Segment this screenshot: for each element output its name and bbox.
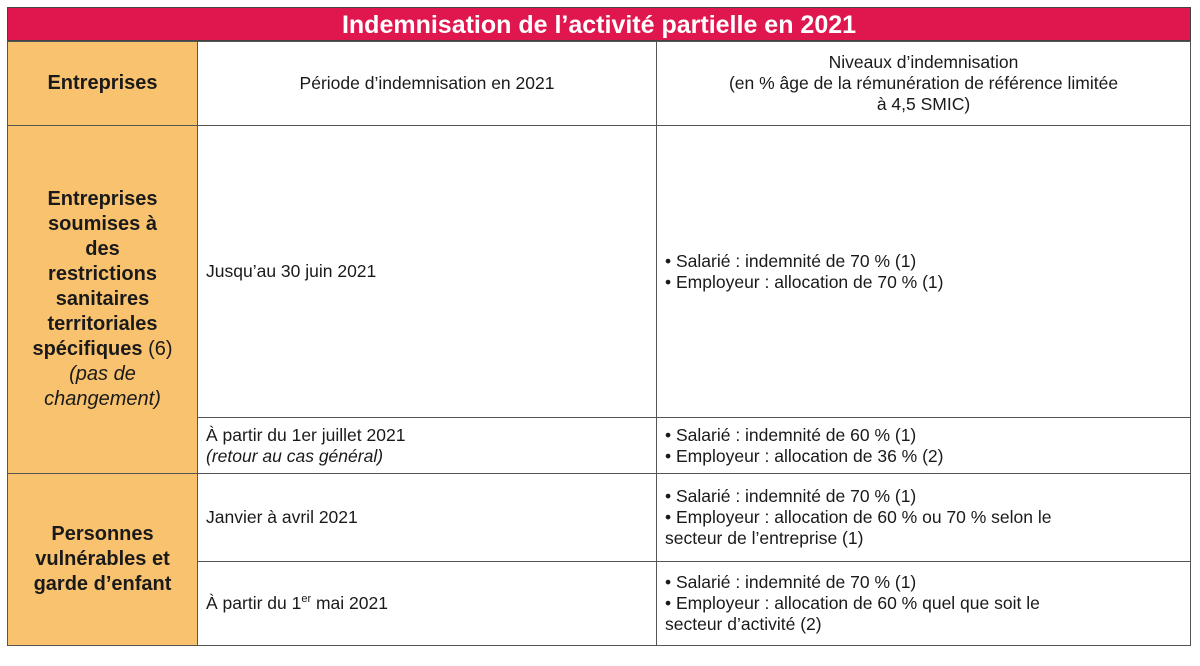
header-niveaux-line1: Niveaux d’indemnisation	[828, 52, 1019, 72]
table-title: Indemnisation de l’activité partielle en 2021	[7, 7, 1191, 41]
header-niveaux-line3: à 4,5 SMIC)	[876, 94, 971, 114]
group1-label	[8, 126, 198, 474]
group1-row2-levels	[657, 418, 1191, 474]
header-periode: Période d’indemnisation en 2021	[198, 42, 657, 126]
group1-row2-period	[198, 418, 657, 474]
period-note: (retour au cas général)	[206, 445, 384, 466]
bullet-item: • Salarié : indemnité de 70 % (1)	[665, 250, 917, 271]
group1-label-line: sanitaires	[55, 288, 150, 310]
group1-row1-period: Jusqu’au 30 juin 2021	[198, 126, 657, 418]
bullet-item: • Salarié : indemnité de 60 % (1)	[665, 424, 917, 445]
group1-label-line-specifiques	[8, 337, 197, 362]
group1-row1-levels	[657, 126, 1191, 418]
period-pre: À partir du 1	[206, 593, 302, 613]
bullet-item: • Employeur : allocation de 60 % ou 70 % selon le	[665, 507, 1052, 527]
header-entreprises: Entreprises	[8, 42, 198, 126]
header-niveaux	[657, 42, 1191, 126]
group1-label-note: (6)	[142, 338, 173, 360]
group1-label-italic: (pas de	[69, 363, 136, 385]
indemnisation-table-wrapper	[7, 7, 1191, 646]
table-row	[8, 126, 1191, 418]
period-sup: er	[301, 593, 312, 606]
bullet-item: secteur de l’entreprise (1)	[665, 528, 864, 548]
indemnisation-table	[7, 41, 1191, 646]
group1-label-line: des	[85, 238, 120, 260]
group2-row1-levels	[657, 474, 1191, 562]
group1-label-line: territoriales	[47, 313, 158, 335]
group1-label-line: soumises à	[48, 213, 157, 235]
table-row	[8, 474, 1191, 562]
bullet-item: • Employeur : allocation de 36 % (2)	[665, 445, 944, 466]
group1-label-specifiques: spécifiques	[32, 338, 143, 360]
group2-label	[8, 474, 198, 646]
group1-label-italic: changement)	[44, 388, 161, 410]
group2-label-line: Personnes	[51, 523, 154, 545]
bullet-item: • Salarié : indemnité de 70 % (1)	[665, 486, 917, 506]
period-text: À partir du 1er juillet 2021	[206, 424, 406, 445]
group1-label-line: Entreprises	[47, 188, 158, 210]
group2-label-line: garde d’enfant	[33, 573, 172, 595]
bullet-item: • Employeur : allocation de 70 % (1)	[665, 271, 944, 292]
group2-label-line: vulnérables et	[35, 548, 170, 570]
bullet-item: • Salarié : indemnité de 70 % (1)	[665, 572, 917, 592]
bullet-item: • Employeur : allocation de 60 % quel que soit le	[665, 593, 1040, 613]
group2-row2-levels	[657, 562, 1191, 646]
group2-row2-period	[198, 562, 657, 646]
header-row	[8, 42, 1191, 126]
group1-label-line: restrictions	[48, 263, 157, 285]
period-post: mai 2021	[311, 593, 388, 613]
header-niveaux-line2: (en % âge de la rémunération de référence limitée	[728, 73, 1119, 93]
bullet-item: secteur d’activité (2)	[665, 614, 822, 634]
group2-row1-period: Janvier à avril 2021	[198, 474, 657, 562]
